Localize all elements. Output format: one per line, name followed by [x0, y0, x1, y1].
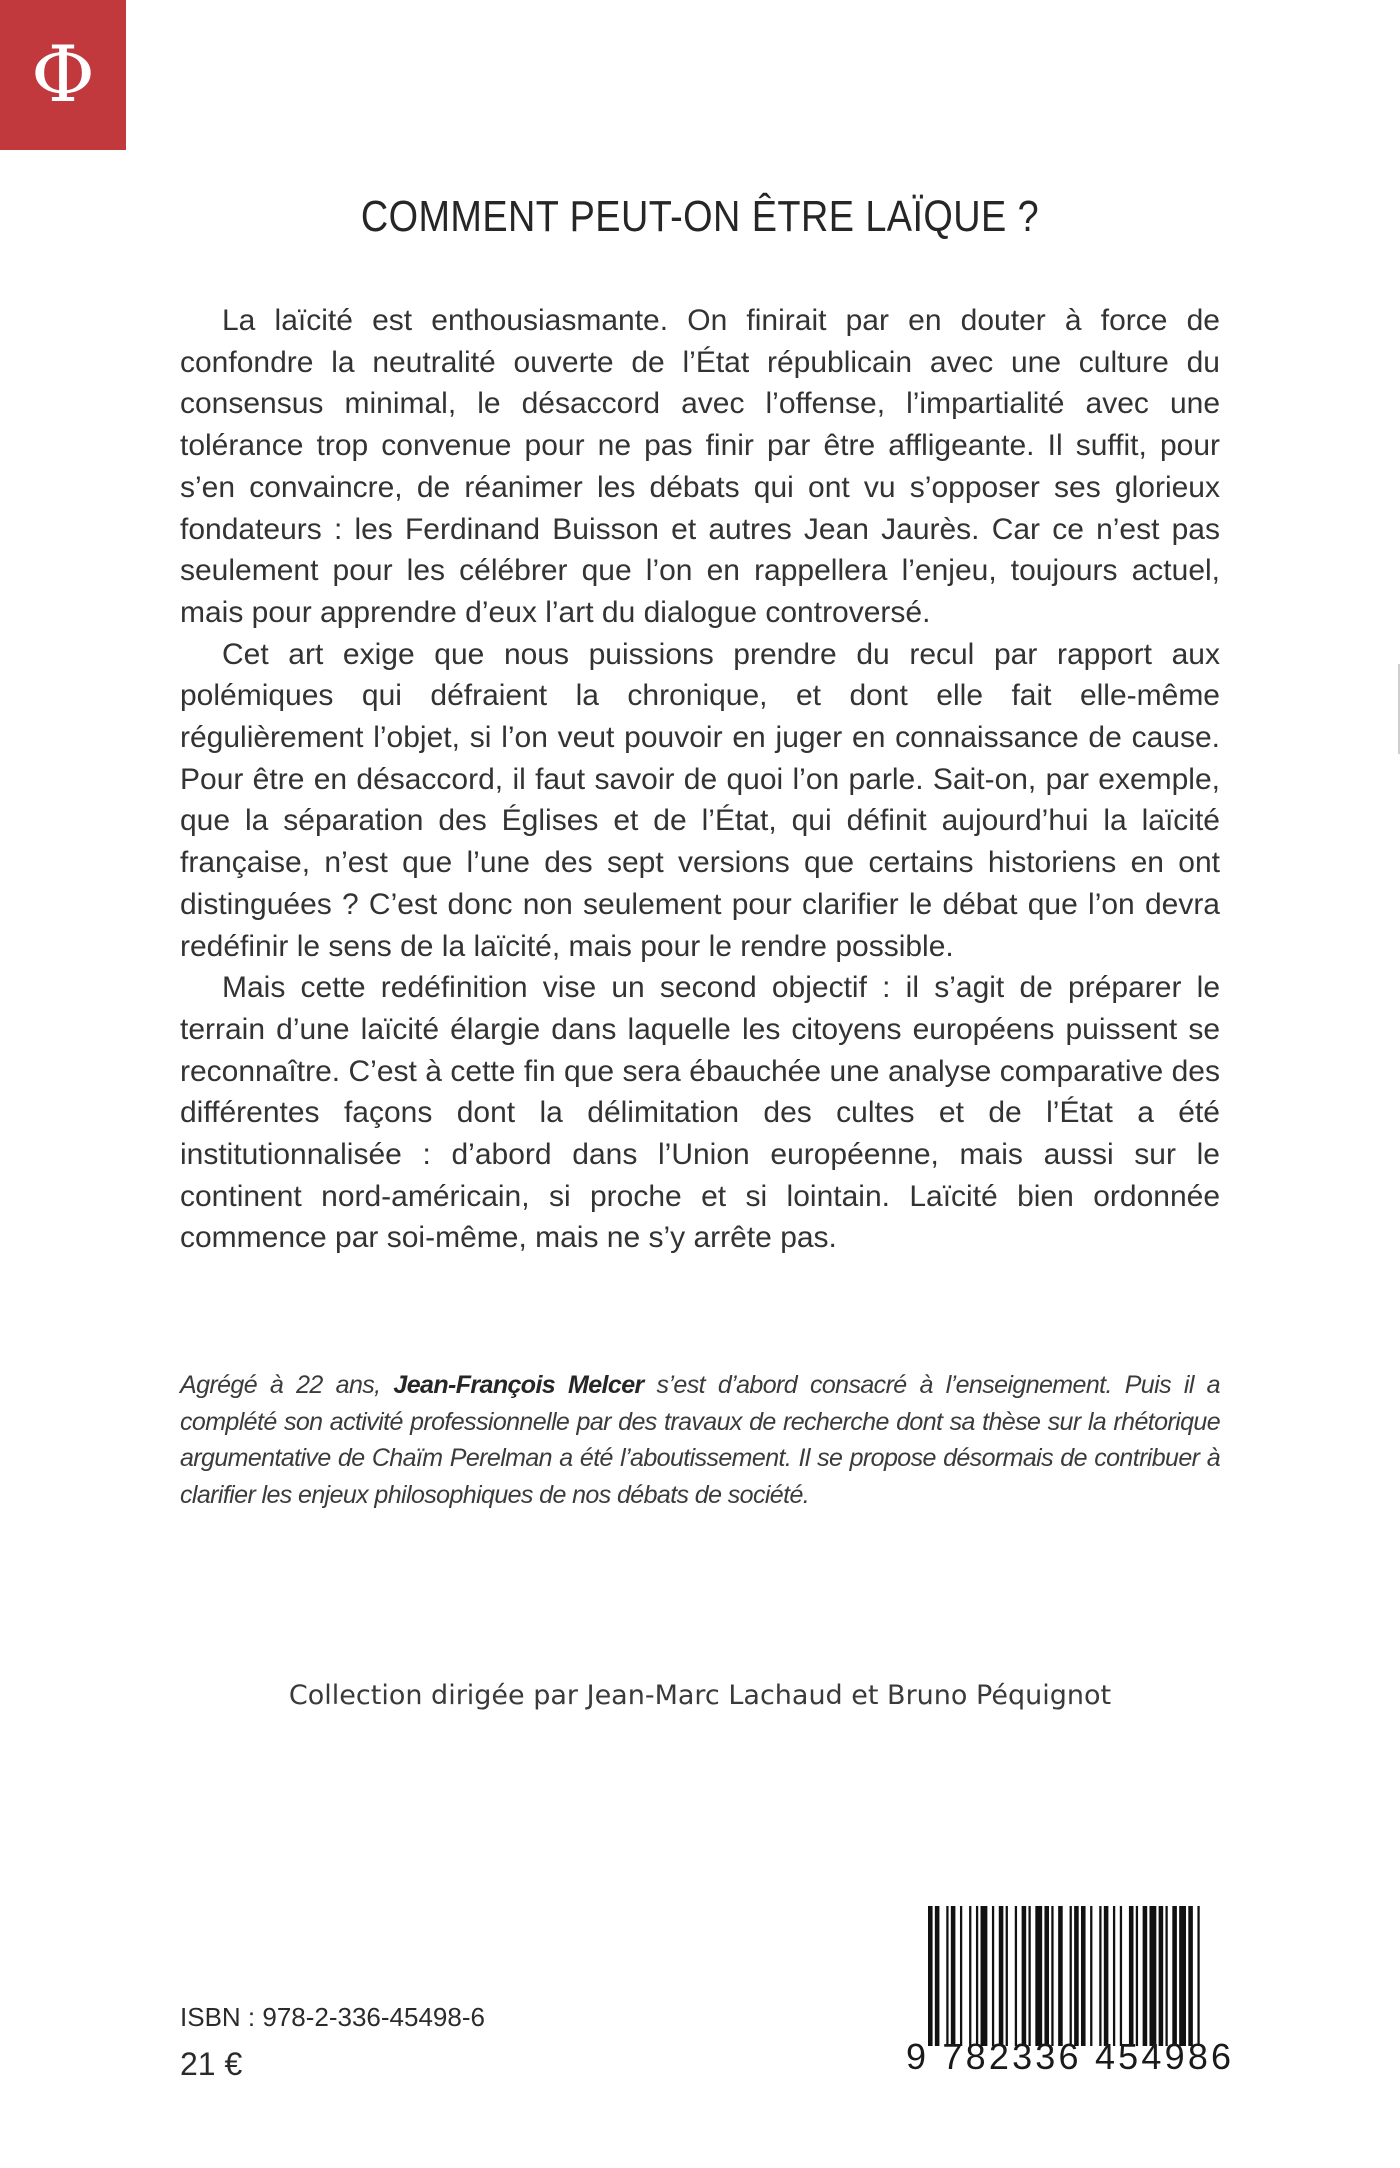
barcode-bar	[1197, 1906, 1199, 2046]
barcode-bar	[999, 1906, 1004, 2046]
barcode-bar	[1149, 1906, 1156, 2046]
barcode-bar	[1188, 1906, 1193, 2046]
barcode-bar	[1099, 1906, 1101, 2046]
barcode-bar	[1051, 1906, 1053, 2046]
barcode-bar	[1120, 1906, 1122, 2046]
barcode-bar	[992, 1906, 994, 2046]
barcode-bar	[1015, 1906, 1017, 2046]
barcode-bar	[1090, 1906, 1092, 2046]
book-title: COMMENT PEUT-ON ÊTRE LAÏQUE ?	[360, 192, 1040, 241]
phi-logo-icon: Φ	[31, 30, 95, 120]
barcode-bar	[976, 1906, 978, 2046]
barcode-bar	[946, 1906, 948, 2046]
barcode-bar	[981, 1906, 988, 2046]
barcode-digits: 9 782336 454986	[906, 2036, 1235, 2077]
publisher-logo	[0, 0, 126, 150]
barcode-bar	[935, 1906, 940, 2046]
barcode-bar	[1058, 1906, 1063, 2046]
collection-credit: Collection dirigée par Jean-Marc Lachaud et Bruno Péquignot	[288, 1680, 1112, 1711]
barcode-bar	[1074, 1906, 1079, 2046]
barcode-bar	[1129, 1906, 1134, 2046]
barcode-bar	[1159, 1906, 1164, 2046]
barcode-bars	[928, 1906, 1202, 2046]
barcode-bar	[928, 1906, 933, 2046]
author-bio-intro: Agrégé à 22 ans,	[180, 1371, 394, 1399]
barcode-bar	[1165, 1906, 1167, 2046]
price: 21 €	[180, 2046, 243, 2082]
barcode-bar	[1172, 1906, 1177, 2046]
barcode-bar	[1006, 1906, 1008, 2046]
summary-paragraph-1: La laïcité est enthousiasmante. On finirait par en douter à force de confondre la neutralité ouverte de l’État républicain avec une culture du consensus minimal, le désaccord avec l’offense, l’impartialité avec une tolérance trop convenue pour ne pas finir par être affligeante. Il suffit, pour s’en convaincre, de réanimer les débats qui ont vu s’opposer ses glorieux fondateurs : les Ferdinand Buisson et autres Jean Jaurès. Car ce n’est pas seulement pour les célébrer que l’on en rappellera l’enjeu, toujours actuel, mais pour apprendre d’eux l’art du dialogue controversé.	[180, 304, 1220, 629]
barcode-bar	[1044, 1906, 1049, 2046]
barcode-bar	[1022, 1906, 1027, 2046]
barcode-bar	[1179, 1906, 1186, 2046]
barcode-bar	[1070, 1906, 1072, 2046]
barcode-bar	[1113, 1906, 1115, 2046]
barcode-bar	[1028, 1906, 1030, 2046]
back-cover-summary	[180, 300, 1220, 1259]
barcode-bar	[1143, 1906, 1148, 2046]
author-bio-text: s’est d’abord consacré à l’enseignement. Puis il a complété son activité professionnelle par des travaux de recherche dont sa thèse sur la rhétorique argumentative de Chaïm Perelman a été l’aboutissement. Il se propose désormais de contribuer à clarifier les enjeux philosophiques de nos débats de société.	[180, 1371, 1220, 1509]
author-bio	[180, 1367, 1220, 1513]
summary-paragraph-2: Cet art exige que nous puissions prendre du recul par rapport aux polémiques qui défraient la chronique, et dont elle fait elle-même régulièrement l’objet, si l’on veut pouvoir en juger en connaissance de cause. Pour être en désaccord, il faut savoir de quoi l’on parle. Sait-on, par exemple, que la séparation des Églises et de l’État, qui définit aujourd’hui la laïcité française, n’est que l’une des sept versions que certains historiens en ont distinguées ? C’est donc non seulement pour clarifier le débat que l’on devra redéfinir le sens de la laïcité, mais pour le rendre possible.	[180, 637, 1220, 963]
barcode-bar	[960, 1906, 962, 2046]
barcode-bar	[1136, 1906, 1138, 2046]
barcode-bar	[969, 1906, 971, 2046]
barcode-bar	[1035, 1906, 1042, 2046]
barcode-bar	[1104, 1906, 1109, 2046]
barcode-bar	[951, 1906, 956, 2046]
barcode-bar	[1081, 1906, 1086, 2046]
barcode	[906, 1906, 1235, 2078]
author-name: Jean-François Melcer	[393, 1371, 644, 1399]
summary-paragraph-3: Mais cette redéfinition vise un second objectif : il s’agit de préparer le terrain d’une laïcité élargie dans laquelle les citoyens européens puissent se reconnaître. C’est à cette fin que sera ébauchée une analyse comparative des différentes façons dont la délimitation des cultes et de l’État a été institutionnalisée : d’abord dans l’Union européenne, mais aussi sur le continent nord-américain, si proche et si lointain. Laïcité bien ordonnée commence par soi-même, mais ne s’y arrête pas.	[180, 971, 1220, 1255]
isbn: ISBN : 978-2-336-45498-6	[180, 2002, 485, 2032]
